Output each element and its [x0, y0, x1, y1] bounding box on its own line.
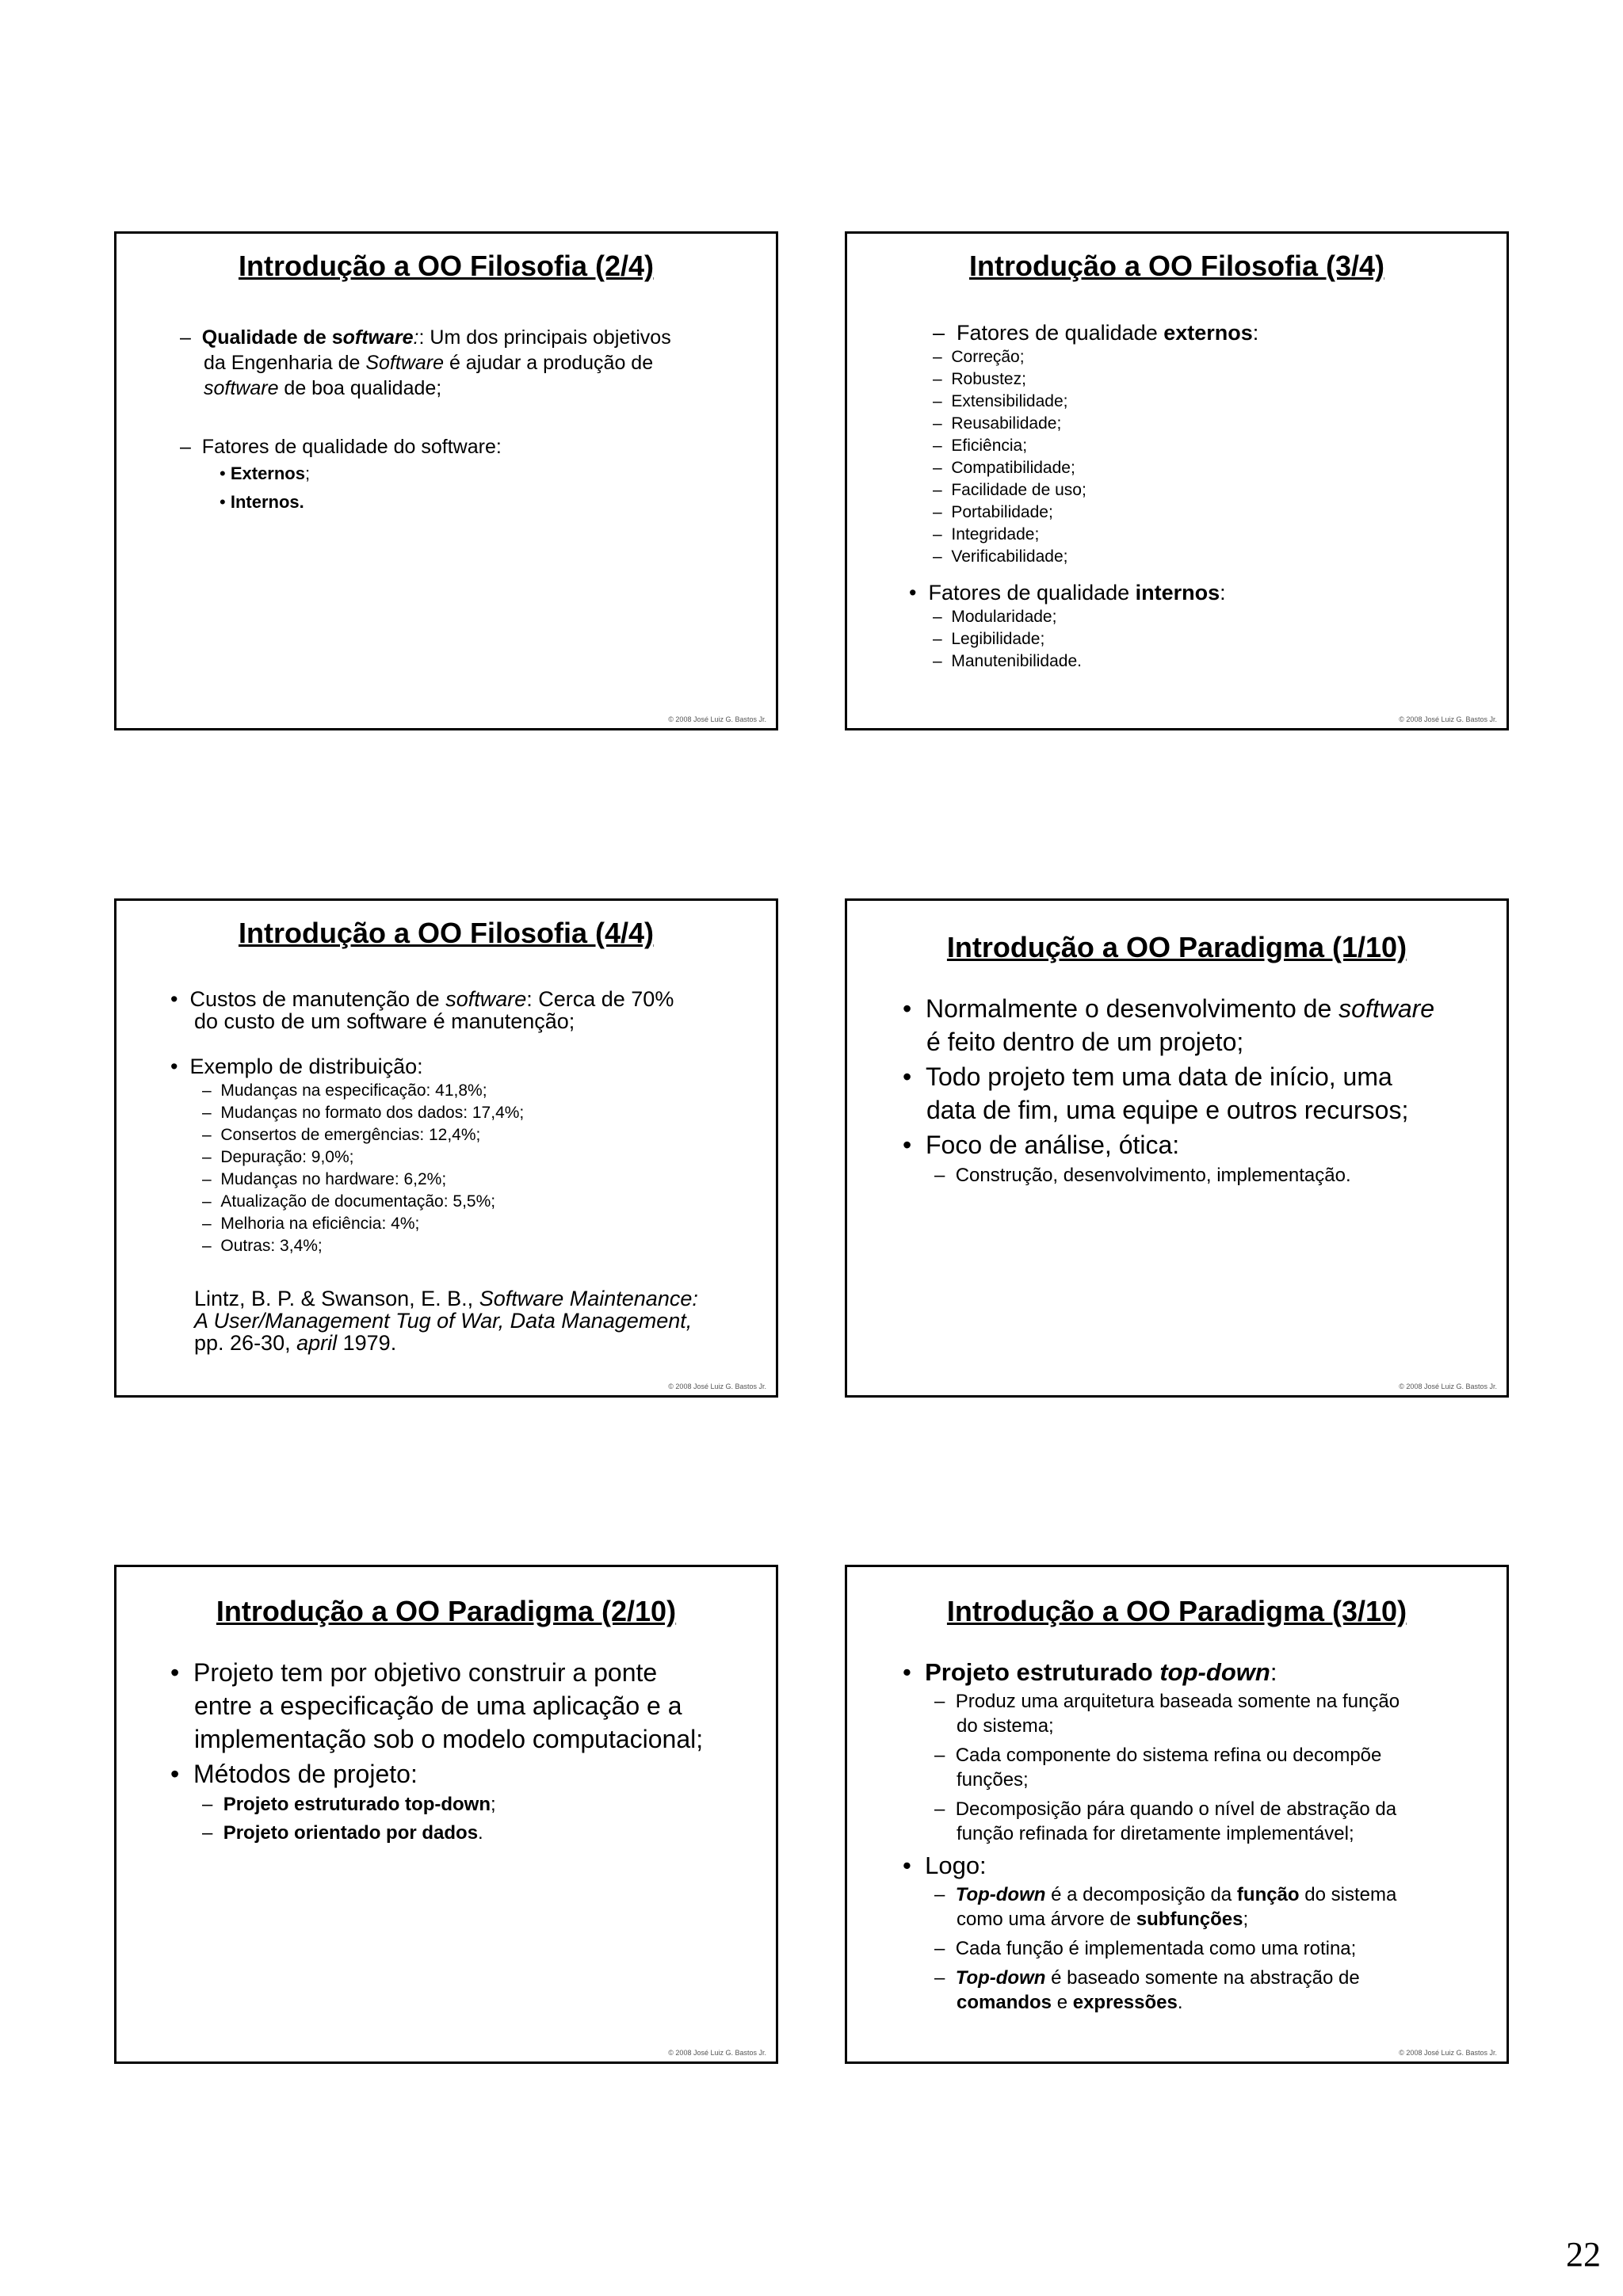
slide-filosofia-2: [114, 231, 778, 730]
list-item: – Manutenibilidade.: [933, 652, 1082, 670]
slide-body: [170, 1656, 703, 1848]
dash-icon: –: [180, 436, 202, 458]
text: da Engenharia de: [204, 352, 366, 374]
list-item: [180, 434, 671, 460]
list-item: – Facilidade de uso;: [933, 481, 1086, 499]
slide-title: Introdução a OO Paradigma (1/10): [946, 931, 1407, 963]
text: Fatores de qualidade: [928, 581, 1136, 605]
list-item: [909, 579, 1235, 606]
sub-item: – Construção, desenvolvimento, implementação.: [934, 1165, 1351, 1186]
text: Software: [365, 352, 445, 374]
sub-item: – Cada componente do sistema refina ou decompõe: [934, 1745, 1382, 1766]
text: : Um dos principais objetivos: [418, 326, 671, 349]
slide-filosofia-4: [114, 898, 778, 1398]
bullet-icon: •: [170, 987, 190, 1011]
copyright: © 2008 José Luiz G. Bastos Jr.: [1399, 2049, 1497, 2057]
list-item: – Depuração: 9,0%;: [202, 1148, 354, 1166]
sub-item: [220, 488, 711, 517]
list-item: – Compatibilidade;: [933, 459, 1075, 477]
reference: [170, 1287, 698, 1354]
text: :: [1220, 581, 1226, 605]
copyright: © 2008 José Luiz G. Bastos Jr.: [668, 2049, 766, 2057]
list-item: – Verificabilidade;: [933, 547, 1068, 566]
list-item: – Mudanças no hardware: 6,2%;: [202, 1170, 447, 1188]
sub-item: – Decomposição pára quando o nível de abstração da: [934, 1798, 1397, 1820]
text: é ajudar a produção de: [444, 352, 654, 374]
bullet-icon: •: [170, 1760, 193, 1788]
list-item-cont: entre a especificação de uma aplicação e a: [194, 1691, 682, 1720]
slide-title: Introdução a OO Paradigma (3/10): [946, 1595, 1407, 1627]
text: Qualidade de s: [201, 326, 343, 349]
bullet-icon: •: [170, 1055, 190, 1078]
text: oftware: [342, 326, 414, 349]
text: externos: [1163, 321, 1253, 345]
list-item-cont: do custo de um software é manutenção;: [194, 1009, 575, 1033]
text: Fatores de qualidade do software:: [201, 436, 502, 458]
list-item: • Custos de manutenção de software: Cerca de 70%: [170, 987, 674, 1011]
list-item: – Robustez;: [933, 370, 1026, 388]
list-item-cont: [204, 376, 695, 401]
slide-title: Introdução a OO Filosofia (4/4): [238, 917, 655, 949]
slide-paradigma-3: [845, 1565, 1509, 2064]
sub-item: – Projeto orientado por dados.: [202, 1822, 483, 1844]
reference-line: pp. 26-30, april 1979.: [194, 1331, 397, 1355]
list-item: • Exemplo de distribuição:: [170, 1055, 423, 1078]
list-item: [933, 319, 1258, 346]
sub-item-cont: comandos e expressões.: [957, 1992, 1183, 2013]
list-item: – Correção;: [933, 348, 1025, 366]
list-item: – Mudanças no formato dos dados: 17,4%;: [202, 1104, 525, 1122]
list-item-cont: [204, 350, 695, 376]
slide-filosofia-3: [845, 231, 1509, 730]
list-item: – Melhoria na eficiência: 4%;: [202, 1215, 420, 1233]
list-item: – Qualidade de software:: Um dos principais objetivos: [180, 326, 671, 349]
bullet-icon: •: [220, 463, 231, 483]
list-item: – Atualização de documentação: 5,5%;: [202, 1192, 496, 1211]
text: de boa qualidade;: [278, 377, 442, 399]
bullet-icon: •: [903, 1658, 926, 1686]
bullet-icon: •: [903, 994, 926, 1023]
sub-item: – Projeto estruturado top-down;: [202, 1794, 496, 1815]
slide-body: [909, 319, 1259, 673]
list-item: • Todo projeto tem uma data de início, uma: [903, 1062, 1392, 1091]
slide-body: [903, 992, 1434, 1190]
sub-item-cont: como uma árvore de subfunções;: [957, 1909, 1249, 1930]
text: Fatores de qualidade: [957, 321, 1164, 345]
reference-line: A User/Management Tug of War, Data Management,: [194, 1309, 693, 1333]
bullet-icon: •: [903, 1062, 926, 1091]
text: internos: [1135, 581, 1220, 605]
page-number: 22: [1566, 2235, 1601, 2274]
bullet-icon: •: [909, 581, 929, 605]
copyright: © 2008 José Luiz G. Bastos Jr.: [668, 1383, 766, 1390]
text: software: [204, 377, 279, 399]
copyright: © 2008 José Luiz G. Bastos Jr.: [1399, 1383, 1497, 1390]
list-item: – Outras: 3,4%;: [202, 1237, 323, 1255]
sub-item: – Produz uma arquitetura baseada somente na função: [934, 1691, 1400, 1712]
list-item: – Reusabilidade;: [933, 414, 1062, 433]
list-item: – Eficiência;: [933, 437, 1028, 455]
list-item: • Normalmente o desenvolvimento de software: [903, 994, 1435, 1023]
list-item: • Foco de análise, ótica:: [903, 1131, 1180, 1159]
slide-body: [170, 988, 698, 1354]
list-item: • Métodos de projeto:: [170, 1760, 418, 1788]
bullet-icon: •: [903, 1131, 926, 1159]
sub-item-cont: do sistema;: [957, 1715, 1054, 1737]
sub-item: – Top-down é a decomposição da função do sistema: [934, 1884, 1397, 1905]
slide-paradigma-2: [114, 1565, 778, 2064]
list-item-cont: data de fim, uma equipe e outros recursos;: [926, 1096, 1409, 1124]
text: Externos: [230, 463, 305, 483]
sub-item-cont: funções;: [957, 1769, 1029, 1791]
dash-icon: –: [933, 321, 957, 345]
bullet-icon: •: [903, 1852, 926, 1879]
slide-title: Introdução a OO Filosofia (2/4): [238, 250, 655, 282]
list-item: • Projeto tem por objetivo construir a ponte: [170, 1658, 658, 1687]
slide-paradigma-1: [845, 898, 1509, 1398]
sub-item: [220, 460, 711, 488]
copyright: © 2008 José Luiz G. Bastos Jr.: [1399, 715, 1497, 723]
sub-item: – Top-down é baseado somente na abstração de: [934, 1967, 1360, 1989]
slide-body: [180, 325, 695, 517]
text: :: [1252, 321, 1259, 345]
list-item: – Integridade;: [933, 525, 1040, 543]
copyright: © 2008 José Luiz G. Bastos Jr.: [668, 715, 766, 723]
slide-body: [903, 1656, 1400, 2015]
distribution-list: [170, 1080, 698, 1257]
list-item: – Modularidade;: [933, 608, 1057, 626]
sub-item-cont: função refinada for diretamente implementável;: [957, 1823, 1354, 1844]
bullet-icon: •: [220, 492, 231, 512]
text: ;: [304, 463, 311, 483]
list-item: – Consertos de emergências: 12,4%;: [202, 1126, 481, 1144]
list-item: – Mudanças na especificação: 41,8%;: [202, 1081, 487, 1100]
slide-title: Introdução a OO Paradigma (2/10): [216, 1595, 677, 1627]
dash-icon: –: [180, 326, 202, 349]
list-item: – Legibilidade;: [933, 630, 1045, 648]
text: Internos.: [230, 492, 304, 512]
reference-line: Lintz, B. P. & Swanson, E. B., Software Maintenance:: [194, 1287, 698, 1310]
external-factors-list: [933, 346, 1258, 568]
list-item-cont: implementação sob o modelo computacional;: [194, 1725, 704, 1753]
sub-item: – Cada função é implementada como uma rotina;: [934, 1938, 1357, 1959]
list-item: • Projeto estruturado top-down:: [903, 1658, 1277, 1686]
list-item: • Logo:: [903, 1852, 987, 1879]
list-item: – Extensibilidade;: [933, 392, 1068, 410]
list-item-cont: é feito dentro de um projeto;: [926, 1028, 1244, 1056]
list-item: – Portabilidade;: [933, 503, 1053, 521]
bullet-icon: •: [170, 1658, 193, 1687]
slide-title: Introdução a OO Filosofia (3/4): [968, 250, 1385, 282]
